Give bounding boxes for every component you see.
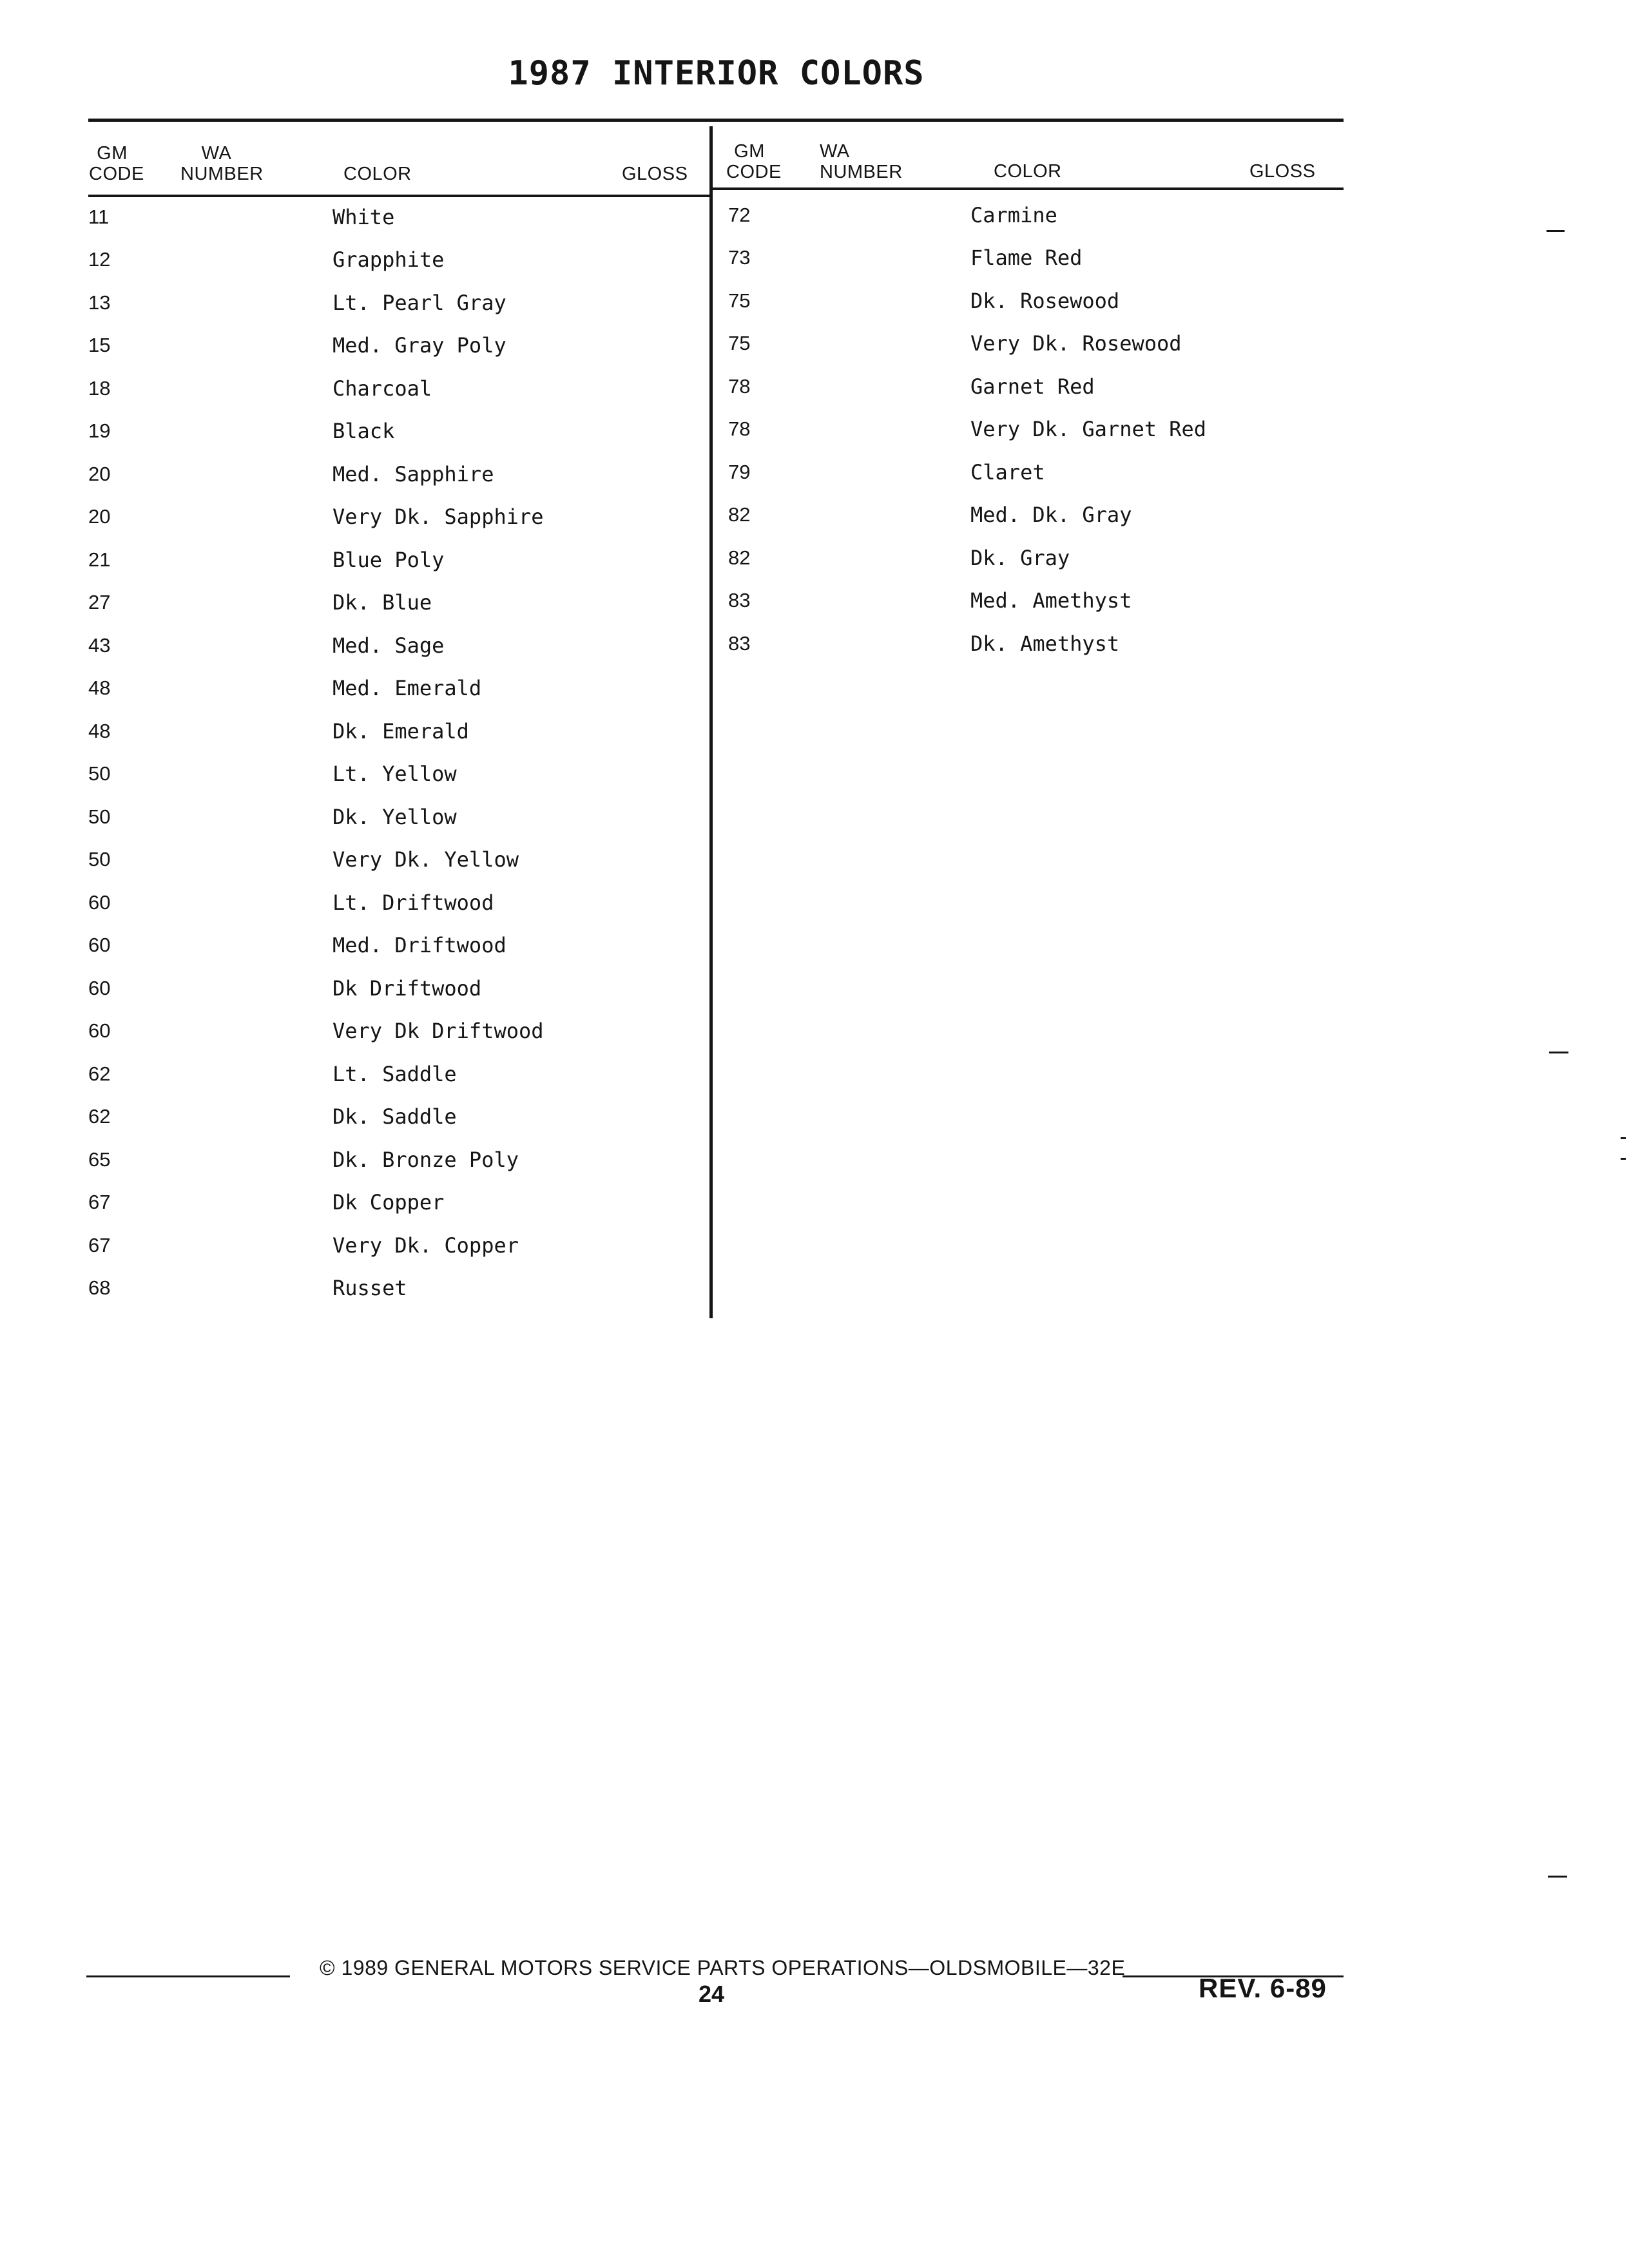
color-cell: Med. Sapphire [333,462,494,486]
wa-number-header [820,141,903,182]
table-row [88,1189,110,1215]
color-cell: Lt. Saddle [333,1062,457,1086]
table-row [728,502,750,528]
table-row [88,461,110,487]
gm-code-cell: 43 [88,634,111,657]
gm-code-cell: 65 [88,1148,111,1171]
gm-code-cell: 50 [88,762,111,785]
table-row [88,718,110,744]
header-rule-left [88,195,709,197]
color-cell: Very Dk. Sapphire [333,505,544,529]
color-cell: Garnet Red [970,374,1095,399]
wa-header-label: WA [820,141,850,162]
color-cell: Dk. Yellow [333,805,457,829]
gm-code-cell: 82 [728,503,751,526]
table-row [88,332,110,358]
gm-code-cell: 78 [728,375,751,398]
gloss-header: GLOSS [1249,161,1316,182]
gm-code-cell: 13 [88,291,111,314]
color-cell: Black [333,419,395,443]
color-cell: Dk Copper [333,1190,445,1215]
gm-code-cell: 19 [88,419,111,442]
table-row [728,631,750,657]
table-row [88,633,110,658]
wa-header-label: WA [201,143,232,164]
color-cell: Med. Amethyst [970,588,1132,613]
gm-code-cell: 48 [88,720,111,742]
table-row [88,675,110,701]
color-cell: Dk. Emerald [333,719,469,744]
table-row [88,504,110,530]
color-cell: Lt. Driftwood [333,890,494,915]
gm-code-cell: 83 [728,632,751,655]
color-cell: Very Dk. Yellow [333,847,519,872]
gm-code-cell: 60 [88,977,111,999]
color-cell: Dk. Blue [333,590,432,615]
margin-mark [1549,1052,1568,1053]
table-row [728,245,750,271]
table-row [88,376,110,401]
gm-code-cell: 15 [88,334,111,356]
number-header-label: NUMBER [180,164,264,184]
table-row [88,847,110,872]
table-row [728,202,750,228]
color-cell: Lt. Yellow [333,762,457,786]
gm-code-cell: 21 [88,548,111,571]
gm-code-cell: 60 [88,891,111,914]
color-cell: Flame Red [970,245,1083,270]
table-row [88,590,110,615]
gm-code-cell: 73 [728,246,751,269]
page-number: 24 [699,1981,725,2007]
table-row [88,1018,110,1044]
color-cell: Dk. Rosewood [970,289,1120,313]
code-header-label: CODE [89,164,144,184]
gm-code-cell: 67 [88,1191,111,1213]
gm-code-cell: 60 [88,934,111,956]
copyright-line: © 1989 GENERAL MOTORS SERVICE PARTS OPERATIONS—OLDSMOBILE—32E [320,1956,1126,1979]
color-cell: Claret [970,460,1045,485]
table-row [728,374,750,399]
gm-header-label: GM [734,141,765,162]
color-cell: Russet [333,1276,407,1300]
gm-code-cell: 50 [88,848,111,870]
gm-code-header [89,143,144,184]
gloss-header: GLOSS [622,164,688,184]
color-cell: Grapphite [333,247,445,272]
color-cell: Med. Emerald [333,676,482,700]
table-row [88,761,110,787]
color-cell: Very Dk Driftwood [333,1019,544,1043]
gm-code-cell: 72 [728,204,751,226]
color-cell: White [333,205,395,229]
table-row [88,932,110,958]
color-cell: Charcoal [333,376,432,401]
gm-code-cell: 75 [728,332,751,354]
color-cell: Very Dk. Rosewood [970,331,1182,356]
margin-mark [1621,1158,1626,1160]
color-cell: Med. Driftwood [333,933,506,957]
top-rule [88,119,1344,122]
table-row [728,459,750,485]
color-cell: Lt. Pearl Gray [333,291,506,315]
gm-code-cell: 27 [88,591,111,613]
table-row [88,1104,110,1129]
column-divider [709,126,713,1318]
header-rule-right [711,187,1344,190]
margin-mark [1621,1137,1626,1139]
table-row [728,288,750,314]
table-row [88,290,110,316]
color-cell: Dk Driftwood [333,976,482,1001]
table-row [728,416,750,442]
color-cell: Dk. Gray [970,546,1070,570]
gm-code-cell: 20 [88,463,111,485]
color-cell: Dk. Saddle [333,1104,457,1129]
table-row [88,1061,110,1087]
color-cell: Very Dk. Copper [333,1233,519,1258]
margin-mark [1547,230,1565,232]
gm-code-cell: 11 [88,206,110,228]
table-row [88,247,110,273]
table-row [88,1233,110,1258]
gm-code-cell: 62 [88,1062,111,1085]
table-row [728,331,750,356]
number-header-label: NUMBER [820,162,903,182]
gm-code-cell: 18 [88,377,111,399]
revision-label: REV. 6-89 [1199,1973,1327,2003]
page-title: 1987 INTERIOR COLORS [508,54,925,93]
table-row [88,1275,110,1301]
color-cell: Blue Poly [333,548,445,572]
color-cell: Carmine [970,203,1057,227]
gm-header-label: GM [97,143,128,164]
table-row [88,804,110,830]
gm-code-header [726,141,782,182]
color-header: COLOR [994,161,1062,182]
gm-code-cell: 82 [728,546,751,569]
gm-code-cell: 12 [88,248,111,271]
gm-code-cell: 78 [728,418,751,440]
table-row [88,418,110,444]
code-header-label: CODE [726,162,782,182]
gm-code-cell: 75 [728,289,751,312]
footer-rule-left [86,1975,290,1977]
wa-number-header [180,143,264,184]
gm-code-cell: 50 [88,805,111,828]
gm-code-cell: 20 [88,505,111,528]
table-row [88,204,109,230]
table-row [88,1147,110,1173]
gm-code-cell: 62 [88,1105,111,1128]
gm-code-cell: 79 [728,461,751,483]
color-cell: Med. Dk. Gray [970,503,1132,527]
color-cell: Med. Gray Poly [333,333,506,358]
color-cell: Med. Sage [333,633,445,658]
table-row [88,890,110,916]
color-cell: Dk. Amethyst [970,631,1120,656]
gm-code-cell: 60 [88,1019,111,1042]
gm-code-cell: 68 [88,1276,111,1299]
color-cell: Dk. Bronze Poly [333,1148,519,1172]
table-row [728,545,750,571]
gm-code-cell: 67 [88,1234,111,1256]
gm-code-cell: 48 [88,677,111,699]
table-row [88,975,110,1001]
table-row [728,588,750,613]
color-cell: Very Dk. Garnet Red [970,417,1207,441]
margin-mark [1548,1876,1567,1878]
table-row [88,547,110,573]
color-header: COLOR [343,164,412,184]
gm-code-cell: 83 [728,589,751,611]
